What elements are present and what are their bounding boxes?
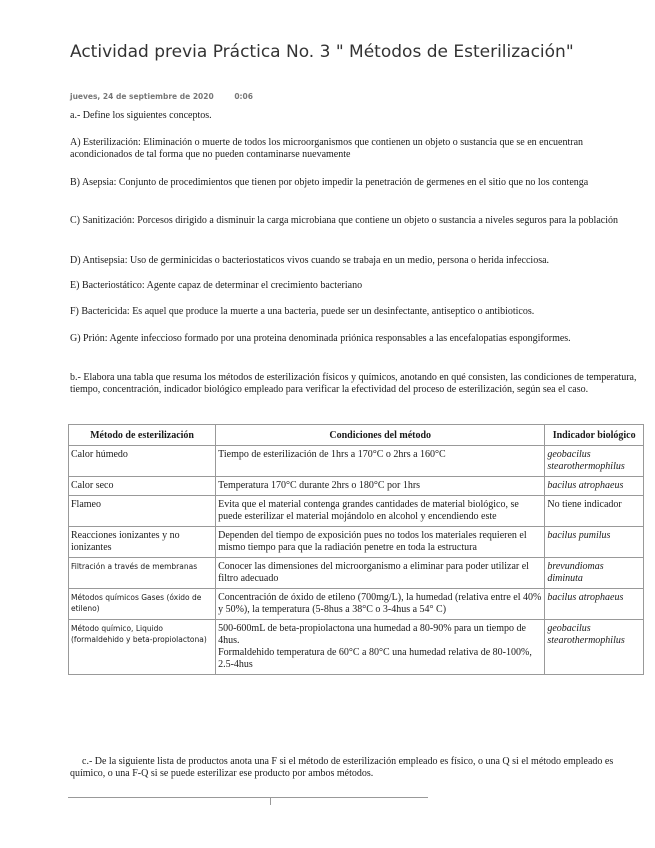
table-cell-conditions: Temperatura 170°C durante 2hrs o 180°C por 1hrs [216, 477, 545, 496]
table-row [69, 477, 644, 496]
section-c-intro: c.- De la siguiente lista de productos anota una F si el método de esterilización empleado es físico, o una Q si el método empleado es químico, o una F-Q si se puede esterilizar ese producto por ambos métodos. [70, 756, 614, 779]
conditions-line: 500-600mL de beta-propiolactona una humedad a 80-90% para un tiempo de 4hus. [218, 623, 526, 646]
table-cell-conditions: Tiempo de esterilización de 1hrs a 170°C o 2hrs a 160°C [216, 446, 545, 477]
definition-bacteriostatico: E) Bacteriostático: Agente capaz de determinar el crecimiento bacteriano [70, 280, 363, 291]
table-row [69, 620, 644, 675]
table-cell-indicator: No tiene indicador [545, 496, 644, 527]
table-cell-indicator: geobacilus stearothermophilus [545, 620, 644, 675]
conditions-line: Formaldehido temperatura de 60°C a 80°C una humedad relativa de 80-100%, 2.5-4hus [218, 647, 532, 670]
table-cell-method: Método químico, Liquido (formaldehido y beta-propiolactona) [69, 620, 216, 675]
section-b-intro: b.- Elabora una tabla que resuma los métodos de esterilización físicos y químicos, anotando en qué consisten, las condiciones de temperatura, tiempo, concentración, indicador biológico empleado para verificar la efectividad del proceso de esterilización, según sea el caso. [70, 372, 637, 395]
table-row [69, 446, 644, 477]
table-cell-method: Calor húmedo [69, 446, 216, 477]
table-header-method: Método de esterilización [69, 425, 216, 446]
definition-sanitizacion: C) Sanitización: Porcesos dirigido a disminuir la carga microbiana que contiene un objeto o sustancia a niveles seguros para la población [70, 215, 618, 226]
page-time: 0:06 [234, 92, 253, 101]
page-title: Actividad previa Práctica No. 3 " Métodos de Esterilización" [70, 42, 574, 62]
table-cell-method: Reacciones ionizantes y no ionizantes [69, 527, 216, 558]
section-a-intro: a.- Define los siguientes conceptos. [70, 110, 212, 121]
table-cell-indicator: bacilus atrophaeus [545, 477, 644, 496]
table-header-row [69, 425, 644, 446]
table-cell-conditions: Dependen del tiempo de exposición pues no todos los materiales requieren el mismo tiempo para que la radiación penetre en toda la estructura [216, 527, 545, 558]
table-row [69, 527, 644, 558]
table-cell-indicator: brevundiomas diminuta [545, 558, 644, 589]
table-cell-indicator: geobacilus stearothermophilus [545, 446, 644, 477]
definition-prion: G) Prión: Agente infeccioso formado por una proteina denominada priónica responsables a las encefalopatias espongiformes. [70, 333, 571, 344]
page-metadata [70, 92, 253, 101]
table-header-conditions: Condiciones del método [216, 425, 545, 446]
table-cell-method: Calor seco [69, 477, 216, 496]
table-cell-indicator: bacilus pumilus [545, 527, 644, 558]
table-row [69, 589, 644, 620]
table-cell-indicator: bacilus atrophaeus [545, 589, 644, 620]
page-date: jueves, 24 de septiembre de 2020 [70, 92, 214, 101]
table-cell-method: Flameo [69, 496, 216, 527]
table-cell-conditions: Conocer las dimensiones del microorganismo a eliminar para poder utilizar el filtro adecuado [216, 558, 545, 589]
product-table-top-border [68, 797, 428, 798]
table-cell-conditions: Evita que el material contenga grandes cantidades de material biológico, se puede esterilizar el material mojándolo en alcohol y encendiendo este [216, 496, 545, 527]
table-cell-conditions: Concentración de óxido de etileno (700mg/L), la humedad (relativa entre el 40% y 50%), la temperatura (5-8hus a 38°C o 3-4hus a 54° C) [216, 589, 545, 620]
table-row [69, 558, 644, 589]
definition-esterilizacion: A) Esterilización: Eliminación o muerte de todos los microorganismos que contienen un objeto o sustancia que se en encuentran acondicionados de tal forma que no pueden contaminarse nuevamente [70, 137, 584, 160]
definition-antisepsia: D) Antisepsia: Uso de germinicidas o bacteriostaticos vivos cuando se trabaja en un medio, persona o herida infecciosa. [70, 255, 550, 266]
definition-asepsia: B) Asepsia: Conjunto de procedimientos que tienen por objeto impedir la penetración de germenes en el sitio que no los contenga [70, 177, 589, 188]
product-table-column-divider [270, 797, 271, 805]
sterilization-methods-table [68, 424, 644, 675]
table-row [69, 496, 644, 527]
table-cell-method: Métodos químicos Gases (óxido de etileno) [69, 589, 216, 620]
table-cell-method: Filtración a través de membranas [69, 558, 216, 589]
table-cell-conditions [216, 620, 545, 675]
definition-bactericida: F) Bactericida: Es aquel que produce la muerte a una bacteria, puede ser un desinfectante, antiseptico o antibioticos. [70, 306, 535, 317]
table-header-indicator: Indicador biológico [545, 425, 644, 446]
